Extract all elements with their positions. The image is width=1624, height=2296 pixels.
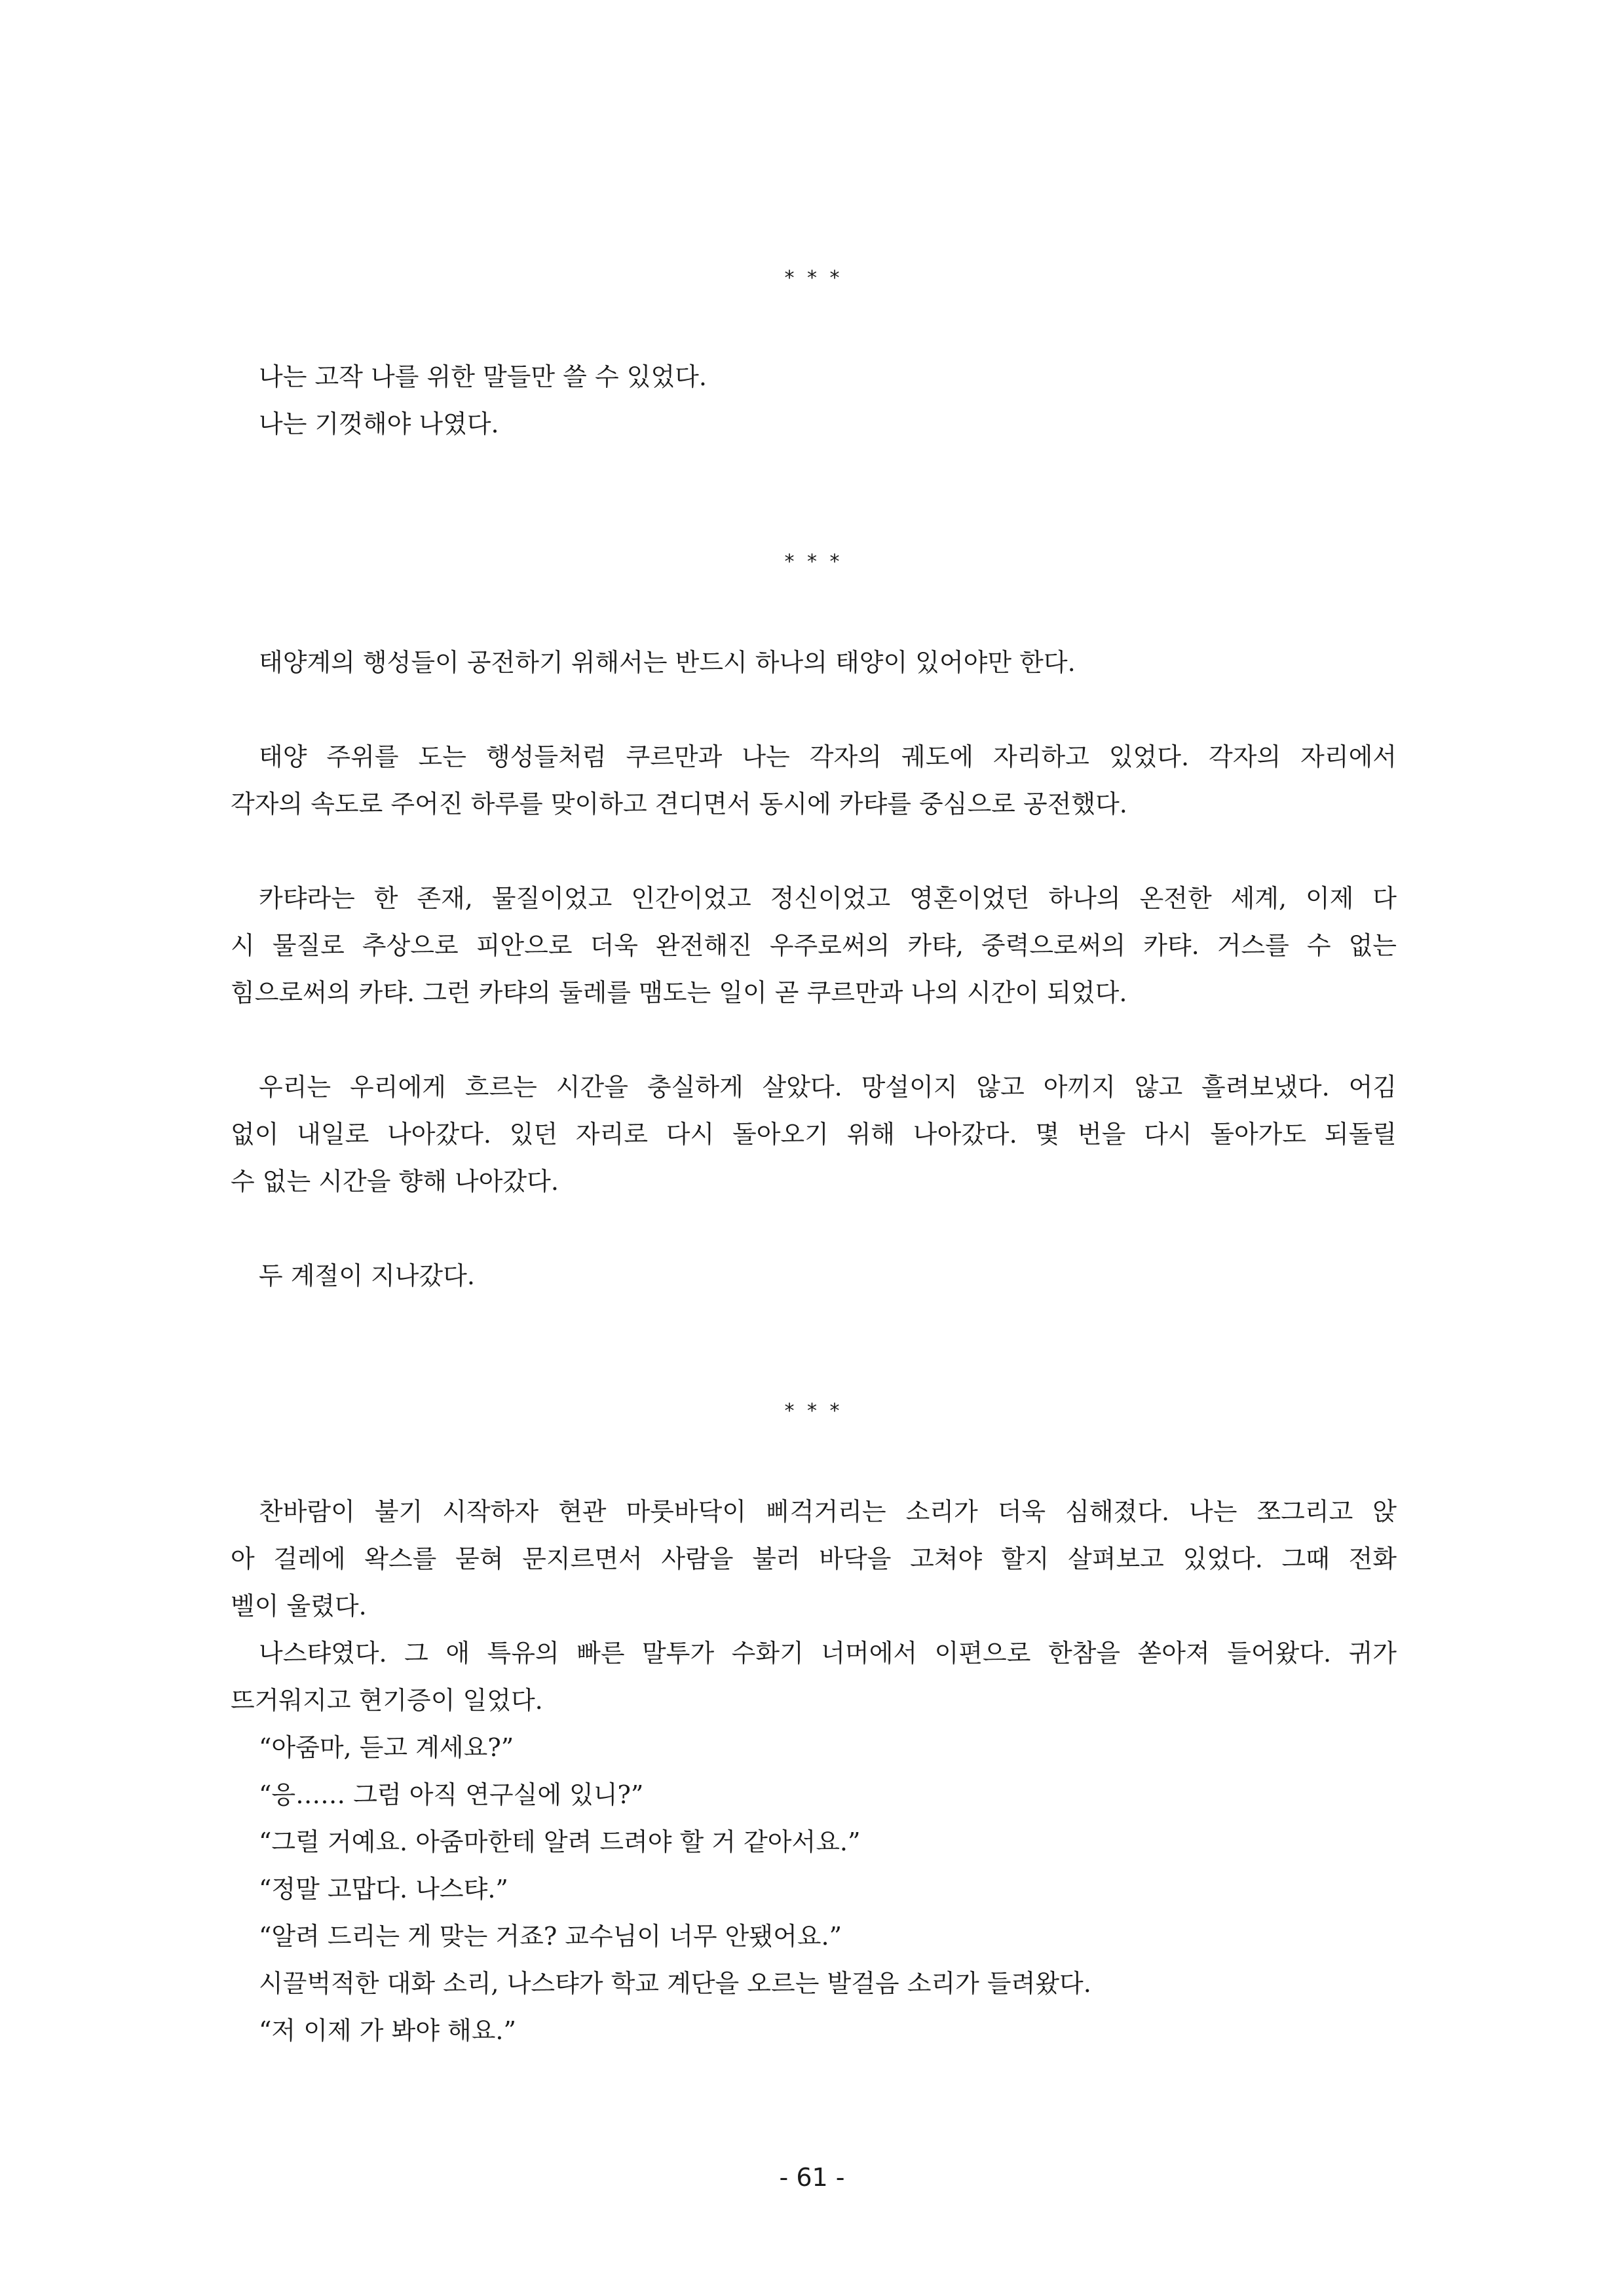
- dialogue-line: “그럴 거예요. 아줌마한테 알려 드려야 할 거 같아서요.”: [259, 1827, 861, 1856]
- section-break: * * *: [784, 267, 840, 290]
- dialogue-line: “정말 고맙다. 나스탸.”: [259, 1875, 508, 1904]
- section-break: * * *: [784, 550, 840, 573]
- text-line: 나는 기껏해야 나였다.: [259, 410, 499, 438]
- dialogue-line: “저 이제 가 봐야 해요.”: [259, 2016, 516, 2045]
- section-break: * * *: [784, 1400, 840, 1423]
- text-line: 태양 주위를 도는 행성들처럼 쿠르만과 나는 각자의 궤도에 자리하고 있었다. 각자의 자리에서: [259, 742, 1397, 771]
- text-line: 태양계의 행성들이 공전하기 위해서는 반드시 하나의 태양이 있어야만 한다.: [259, 648, 1076, 677]
- text-line: 수 없는 시간을 향해 나아갔다.: [231, 1167, 559, 1196]
- text-line: 나스탸였다. 그 애 특유의 빠른 말투가 수화기 너머에서 이편으로 한참을 쏟아져 들어왔다. 귀가: [259, 1639, 1397, 1668]
- text-line: 찬바람이 불기 시작하자 현관 마룻바닥이 삐걱거리는 소리가 더욱 심해졌다. 나는 쪼그리고 앉: [259, 1497, 1397, 1526]
- text-line: 나는 고작 나를 위한 말들만 쓸 수 있었다.: [259, 362, 707, 391]
- text-line: 벨이 울렸다.: [231, 1592, 367, 1620]
- page-number: - 61 -: [779, 2163, 845, 2192]
- text-line: 시 물질로 추상으로 피안으로 더욱 완전해진 우주로써의 카탸, 중력으로써의 카탸. 거스를 수 없는: [231, 931, 1397, 960]
- dialogue-line: “알려 드리는 게 맞는 거죠? 교수님이 너무 안됐어요.”: [259, 1922, 842, 1951]
- text-line: 아 걸레에 왁스를 묻혀 문지르면서 사람을 불러 바닥을 고쳐야 할지 살펴보고 있었다. 그때 전화: [231, 1544, 1397, 1573]
- text-line: 시끌벅적한 대화 소리, 나스탸가 학교 계단을 오르는 발걸음 소리가 들려왔다.: [259, 1969, 1091, 1998]
- text-line: 힘으로써의 카탸. 그런 카탸의 둘레를 맴도는 일이 곧 쿠르만과 나의 시간이 되었다.: [231, 978, 1127, 1007]
- dialogue-line: “아줌마, 듣고 계세요?”: [259, 1733, 514, 1762]
- text-line: 없이 내일로 나아갔다. 있던 자리로 다시 돌아오기 위해 나아갔다. 몇 번을 다시 돌아가도 되돌릴: [231, 1120, 1397, 1149]
- text-line: 카탸라는 한 존재, 물질이었고 인간이었고 정신이었고 영혼이었던 하나의 온전한 세계, 이제 다: [259, 884, 1397, 913]
- dialogue-line: “응…… 그럼 아직 연구실에 있니?”: [259, 1780, 644, 1809]
- text-line: 두 계절이 지나갔다.: [259, 1261, 475, 1290]
- text-line: 우리는 우리에게 흐르는 시간을 충실하게 살았다. 망설이지 않고 아끼지 않고 흘려보냈다. 어김: [259, 1073, 1397, 1101]
- text-line: 뜨거워지고 현기증이 일었다.: [231, 1686, 543, 1715]
- text-line: 각자의 속도로 주어진 하루를 맞이하고 견디면서 동시에 카탸를 중심으로 공전했다.: [231, 790, 1127, 818]
